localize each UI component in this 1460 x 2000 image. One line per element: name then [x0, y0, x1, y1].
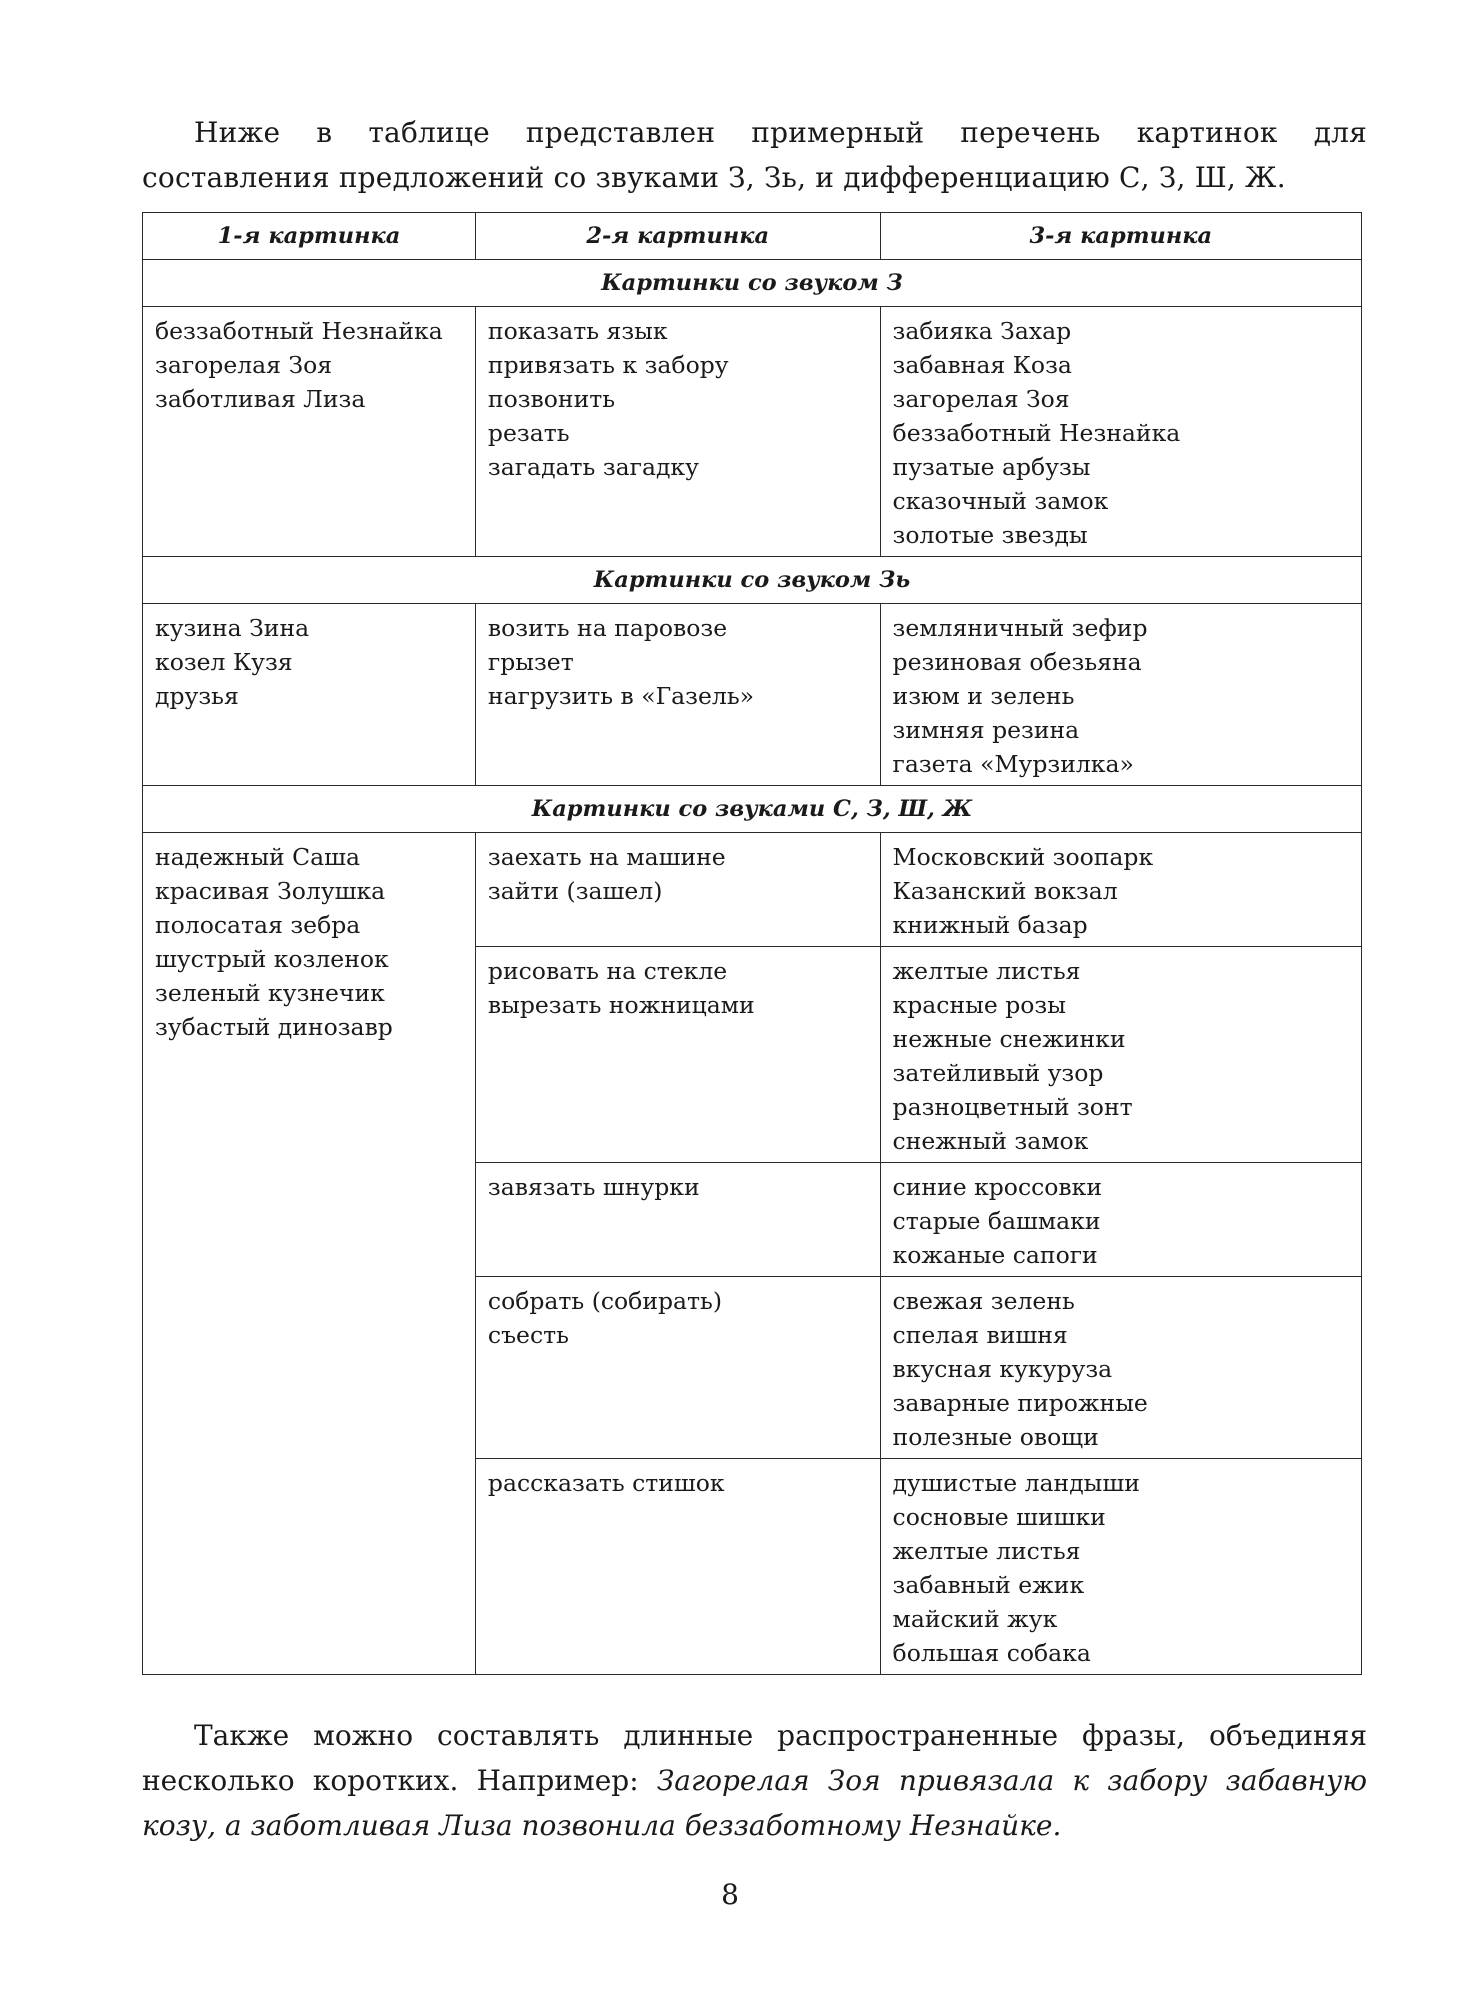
list-item: кожаные сапоги — [892, 1241, 1098, 1269]
list-item: полосатая зебра — [155, 911, 361, 939]
list-item: майский жук — [892, 1605, 1058, 1633]
table-row — [143, 307, 1362, 557]
list-item: книжный базар — [892, 911, 1088, 939]
list-item: земляничный зефир — [892, 614, 1148, 642]
list-item: спелая вишня — [892, 1321, 1068, 1349]
list-item: красивая Золушка — [155, 877, 386, 905]
list-item: забияка Захар — [892, 317, 1072, 345]
list-item: рисовать на стекле — [487, 957, 728, 985]
list-item: зайти (зашел) — [487, 877, 663, 905]
table-cell — [475, 947, 880, 1163]
list-item: Казанский вокзал — [892, 877, 1118, 905]
table-cell — [475, 833, 880, 947]
section-title-mixed: Картинки со звуками С, З, Ш, Ж — [143, 786, 1362, 833]
list-item: козел Кузя — [155, 648, 293, 676]
list-item: забавная Коза — [892, 351, 1072, 379]
page-number: 8 — [721, 1878, 739, 1911]
list-item: привязать к забору — [487, 351, 729, 379]
list-item: красные розы — [892, 991, 1066, 1019]
section-header-row — [143, 557, 1362, 604]
list-item: пузатые арбузы — [892, 453, 1091, 481]
table-cell — [475, 604, 880, 786]
column-header-3: 3-я картинка — [880, 213, 1361, 260]
table-cell — [880, 1277, 1361, 1459]
list-item: собрать (собирать) — [487, 1287, 723, 1315]
list-item: резиновая обезьяна — [892, 648, 1142, 676]
outro-paragraph — [142, 1713, 1367, 1848]
list-item: желтые листья — [892, 1537, 1081, 1565]
list-item: кузина Зина — [155, 614, 310, 642]
list-item: беззаботный Незнайка — [892, 419, 1181, 447]
list-item: нагрузить в «Газель» — [487, 682, 754, 710]
table-cell — [880, 833, 1361, 947]
intro-paragraph: Ниже в таблице представлен примерный перечень картинок для составления предложений со звуками З, Зь, и дифференциацию С, З, Ш, Ж. — [142, 116, 1367, 194]
list-item: зимняя резина — [892, 716, 1080, 744]
table-cell — [880, 1459, 1361, 1675]
column-header-2: 2-я картинка — [475, 213, 880, 260]
section-header-row — [143, 260, 1362, 307]
list-item: зеленый кузнечик — [155, 979, 385, 1007]
table-cell — [143, 833, 476, 1675]
list-item: старые башмаки — [892, 1207, 1101, 1235]
list-item: позвонить — [487, 385, 616, 413]
list-item: беззаботный Незнайка — [155, 317, 443, 345]
pictures-table — [142, 212, 1362, 1675]
list-item: резать — [487, 419, 570, 447]
list-item: завязать шнурки — [487, 1173, 700, 1201]
list-item: затейливый узор — [892, 1059, 1104, 1087]
list-item: золотые звезды — [892, 521, 1088, 549]
list-item: разноцветный зонт — [892, 1093, 1133, 1121]
table-cell — [475, 307, 880, 557]
list-item: заботливая Лиза — [155, 385, 366, 413]
list-item: полезные овощи — [892, 1423, 1099, 1451]
list-item: нежные снежинки — [892, 1025, 1126, 1053]
list-item: грызет — [487, 648, 574, 676]
list-item: загорелая Зоя — [155, 351, 333, 379]
list-item: вырезать ножницами — [487, 991, 755, 1019]
list-item: газета «Мурзилка» — [892, 750, 1134, 778]
list-item: большая собака — [892, 1639, 1091, 1667]
list-item: съесть — [487, 1321, 569, 1349]
list-item: вкусная кукуруза — [892, 1355, 1113, 1383]
list-item: загорелая Зоя — [892, 385, 1070, 413]
list-item: загадать загадку — [487, 453, 699, 481]
table-row — [143, 604, 1362, 786]
list-item: сосновые шишки — [892, 1503, 1106, 1531]
list-item: сказочный замок — [892, 487, 1109, 515]
list-item: свежая зелень — [892, 1287, 1075, 1315]
list-item: показать язык — [487, 317, 668, 345]
list-item: душистые ландыши — [892, 1469, 1140, 1497]
table-header-row — [143, 213, 1362, 260]
table-cell — [143, 307, 476, 557]
table-cell — [880, 947, 1361, 1163]
table-cell — [475, 1163, 880, 1277]
table-cell — [880, 604, 1361, 786]
list-item: надежный Саша — [155, 843, 361, 871]
table-cell — [475, 1277, 880, 1459]
list-item: желтые листья — [892, 957, 1081, 985]
list-item: изюм и зелень — [892, 682, 1075, 710]
section-header-row — [143, 786, 1362, 833]
table-cell — [143, 604, 476, 786]
list-item: снежный замок — [892, 1127, 1089, 1155]
table-row — [143, 833, 1362, 947]
table-cell — [880, 307, 1361, 557]
column-header-1: 1-я картинка — [143, 213, 476, 260]
section-title-z: Картинки со звуком З — [143, 260, 1362, 307]
list-item: заехать на машине — [487, 843, 726, 871]
list-item: возить на паровозе — [487, 614, 728, 642]
table-cell — [475, 1459, 880, 1675]
list-item: синие кроссовки — [892, 1173, 1103, 1201]
outro-example: Загорелая Зоя привязала к забору забавную козу, а заботливая Лиза позвонила беззаботному Незнайке. — [142, 1764, 1367, 1842]
list-item: друзья — [155, 682, 239, 710]
list-item: зубастый динозавр — [155, 1013, 393, 1041]
list-item: рассказать стишок — [487, 1469, 725, 1497]
section-title-zj: Картинки со звуком Зь — [143, 557, 1362, 604]
list-item: заварные пирожные — [892, 1389, 1148, 1417]
list-item: Московский зоопарк — [892, 843, 1154, 871]
outro-lead: Также можно составлять длинные распространенные фразы, объединяя несколько коротких. Например: — [142, 1719, 1367, 1797]
list-item: забавный ежик — [892, 1571, 1085, 1599]
table-cell — [880, 1163, 1361, 1277]
list-item: шустрый козленок — [155, 945, 389, 973]
